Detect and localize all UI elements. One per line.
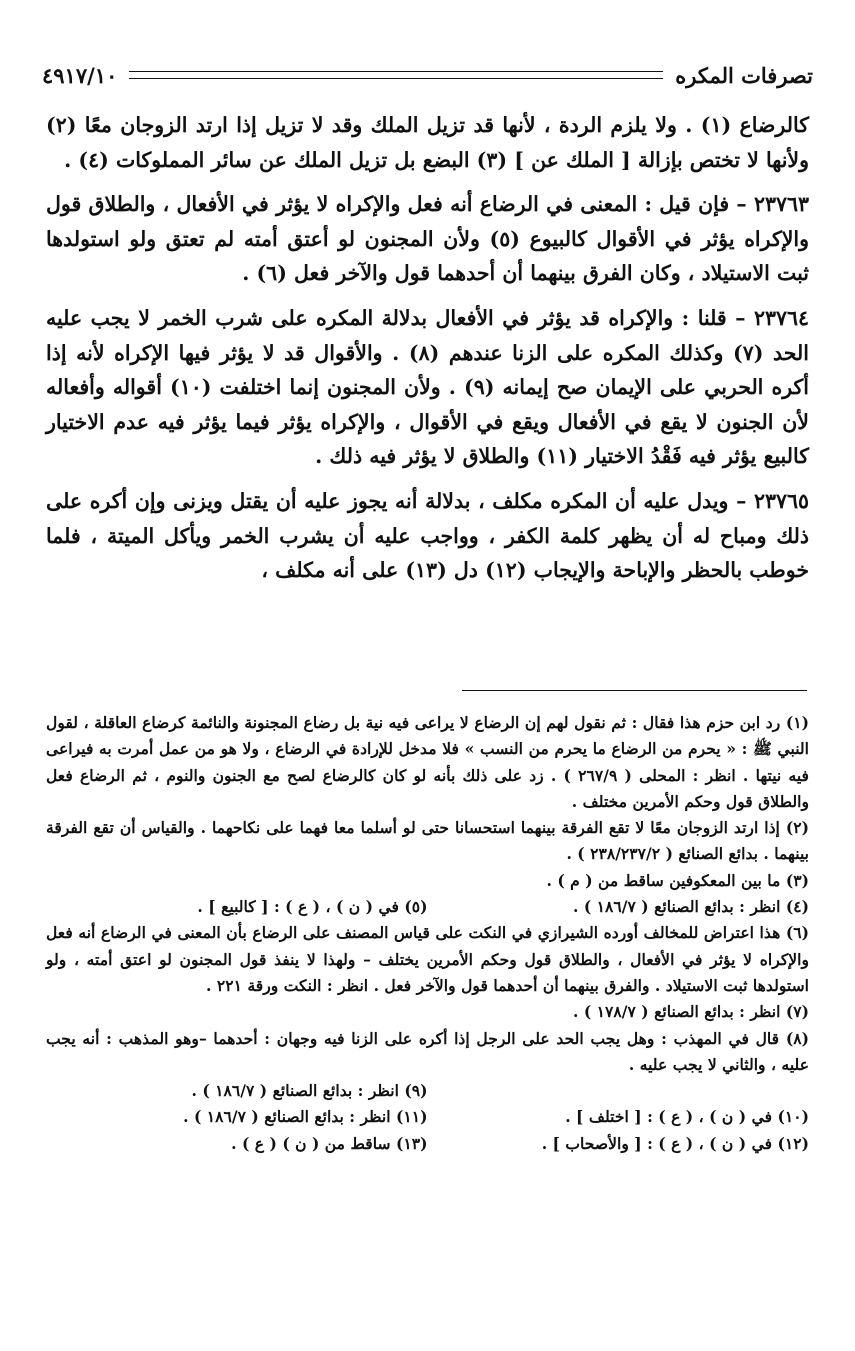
footnote: (١١) انظر : بدائع الصنائع ( ١٨٦/٧ ) . <box>183 1107 428 1127</box>
paragraph: كالرضاع (١) . ولا يلزم الردة ، لأنها قد تزيل الملك وقد لا تزيل إذا ارتد الزوجان معًا (٢) ولأنها لا تختص بإزالة [ الملك عن ] (٣) البضع بل تزيل الملك عن سائر المملوكات (٤) . <box>46 113 809 172</box>
footnote-row <box>46 894 809 920</box>
footnote-row <box>46 1078 809 1104</box>
footnotes <box>46 710 809 1157</box>
footnote: (١) رد ابن حزم هذا فقال : ثم نقول لهم إن الرضاع لا يراعى فيه نية بل رضاع المجنونة والنائمة كرضاع العاقلة ، لقول النبي ﷺ : « يحرم من الرضاع ما يحرم من النسب » فلا مدخل للإرادة في الرضاع ، ولا هو من عمل أمرت به فيراعى فيه نيتها . انظر : المحلى ( ٢٦٧/٩ ) . زد على ذلك بأنه لو كان كالرضاع لصح مع الجنون والنوم ، ثم الرضاع فعل والطلاق قول وحكم الأمرين مختلف . <box>46 713 809 811</box>
footnote: (٤) انظر : بدائع الصنائع ( ١٨٦/٧ ) . <box>572 897 809 917</box>
footnote: (١٣) ساقط من ( ن ) ( ع ) . <box>231 1133 428 1153</box>
page-number: ٤٩١٧/١٠ <box>42 62 118 88</box>
page-header <box>42 58 813 92</box>
footnote: (٢) إذا ارتد الزوجان معًا لا تقع الفرقة بينهما استحسانا حتى لو أسلما معا فهما على نكاحهما . والقياس أن تقع الفرقة بينهما . بدائع الصنائع ( ٢٣٨/٢٣٧/٢ ) . <box>46 818 809 864</box>
footnote-separator <box>462 690 807 691</box>
footnote: (٦) هذا اعتراض للمخالف أورده الشيرازي في النكت على قياس المصنف على الرضاع بأن المعنى في الرضاع أنه فعل والإكراه لا يؤثر في الأفعال ، والطلاق قول وحكم الأمرين يختلف – ولهذا لا ينفذ قول المجنون لو اعتق أمته ، ولو استولدها ثبت الاستيلاد . والفرق بينهما أن أحدهما قول والآخر فعل . انظر : النكت ورقة ٢٢١ . <box>46 923 809 995</box>
chapter-title: تصرفات المكره <box>675 62 813 88</box>
footnote: (٨) قال في المهذب : وهل يجب الحد على الرجل إذا أكره على الزنا فيه وجهان : أحدهما –وهو المذهب : أنه يجب عليه ، والثاني لا يجب عليه . <box>46 1028 809 1074</box>
paragraph: ٢٣٧٦٤ – قلنا : والإكراه قد يؤثر في الأفعال بدلالة المكره على شرب الخمر لا يجب عليه الحد (٧) وكذلك المكره على الزنا عندهم (٨) . والأقوال قد لا يؤثر فيها الإكراه لأنه إذا أكره الحربي على الإيمان صح إيمانه (٩) . ولأن المجنون إنما اختلفت (١٠) أقواله وأفعاله لأن الجنون لا يقع في الأفعال ويقع في الأقوال ، والإكراه يؤثر فيما يؤثر فيه عدم الاختيار كالبيع يؤثر فيه فَقْدُ الاختيار (١١) والطلاق لا يؤثر فيه ذلك . <box>46 305 809 469</box>
footnote: (٣) ما بين المعكوفين ساقط من ( م ) . <box>546 870 809 890</box>
footnote-row <box>46 1104 809 1130</box>
footnote: (٧) انظر : بدائع الصنائع ( ١٧٨/٧ ) . <box>572 1002 809 1022</box>
footnote: (١٢) في ( ن ) ، ( ع ) : [ والأصحاب ] . <box>541 1133 809 1153</box>
footnote-row <box>46 1131 809 1157</box>
paragraph: ٢٣٧٦٥ – ويدل عليه أن المكره مكلف ، بدلالة أنه يجوز عليه أن يقتل ويزنى وإن أكره على ذلك ومباح له أن يظهر كلمة الكفر ، وواجب عليه أن يشرب الخمر ويأكل الميتة ، فلما خوطب بالحظر والإباحة والإيجاب (١٢) دل (١٣) على أنه مكلف ، <box>46 488 809 583</box>
footnote <box>428 1078 810 1104</box>
footnote: (١٠) في ( ن ) ، ( ع ) : [ اختلف ] . <box>565 1107 809 1127</box>
footnote: (٥) في ( ن ) ، ( ع ) : [ كالبيع ] . <box>197 897 428 917</box>
main-text <box>46 108 809 598</box>
footnote: (٩) انظر : بدائع الصنائع ( ١٨٦/٧ ) . <box>191 1081 428 1101</box>
paragraph: ٢٣٧٦٣ – فإن قيل : المعنى في الرضاع أنه فعل والإكراه لا يؤثر في الأفعال ، والطلاق قول والإكراه يؤثر في الأقوال كالبيوع (٥) ولأن المجنون لو أعتق أمته لم تعتق ولو استولدها ثبت الاستيلاد ، وكان الفرق بينهما أن أحدهما قول والآخر فعل (٦) . <box>46 192 809 286</box>
header-rule <box>129 71 663 79</box>
